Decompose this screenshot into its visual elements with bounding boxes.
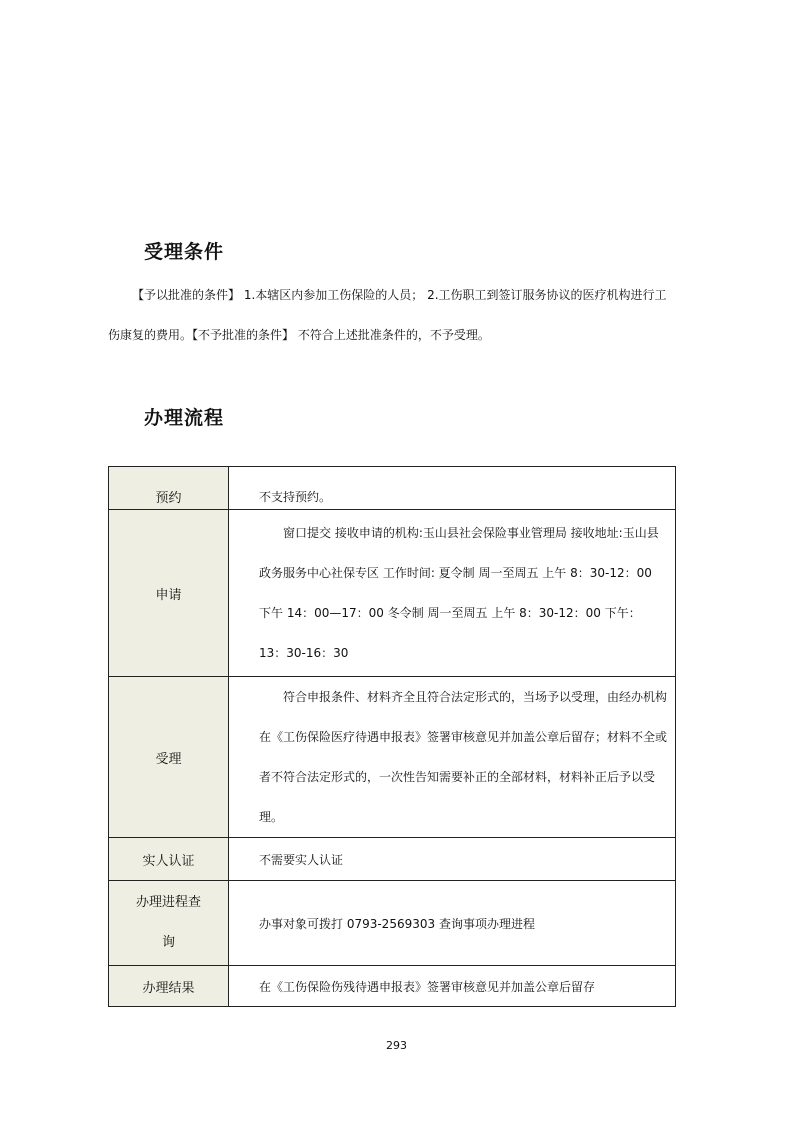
table-row	[109, 881, 676, 966]
row-label-query	[109, 881, 229, 966]
table-row	[109, 677, 676, 838]
row-label-verification: 实人认证	[109, 838, 229, 881]
table-row	[109, 510, 676, 677]
table-row	[109, 467, 676, 510]
row-label-result: 办理结果	[109, 966, 229, 1007]
row-label-query-line2: 询	[161, 935, 175, 950]
application-text: 窗口提交 接收申请的机构:玉山县社会保险事业管理局 接收地址:玉山县政务服务中心社保专区 工作时间: 夏令制 周一至周五 上午 8：30-12：00 下午 14：00—17：00 冬令制 周一至周五 上午 8：30-12：00 下午：13：30-16：30	[259, 526, 659, 660]
row-content-appointment: 不支持预约。	[229, 467, 676, 510]
row-label-query-line1: 办理进程查	[135, 895, 201, 910]
row-content-verification: 不需要实人认证	[229, 838, 676, 881]
row-label-appointment: 预约	[109, 467, 229, 510]
table-row	[109, 838, 676, 881]
row-label-acceptance: 受理	[109, 677, 229, 838]
conditions-paragraph: 【予以批准的条件】 1.本辖区内参加工伤保险的人员； 2.工伤职工到签订服务协议的医疗机构进行工伤康复的费用。【不予批准的条件】 不符合上述批准条件的，不予受理。	[108, 288, 667, 342]
row-content-result: 在《工伤保险伤残待遇申报表》签署审核意见并加盖公章后留存	[229, 966, 676, 1007]
process-table	[108, 466, 676, 1007]
row-content-query: 办事对象可拨打 0793-2569303 查询事项办理进程	[229, 881, 676, 966]
table-row	[109, 966, 676, 1007]
section-heading-process: 办理流程	[144, 407, 225, 429]
acceptance-text: 符合申报条件、材料齐全且符合法定形式的，当场予以受理，由经办机构在《工伤保险医疗待遇申报表》签署审核意见并加盖公章后留存；材料不全或者不符合法定形式的，一次性告知需要补正的全部材料，材料补正后予以受理。	[259, 690, 668, 824]
row-content-application	[229, 510, 676, 677]
row-label-application: 申请	[109, 510, 229, 677]
page-number: 293	[386, 1039, 407, 1052]
section-heading-conditions: 受理条件	[144, 241, 225, 263]
row-content-acceptance	[229, 677, 676, 838]
